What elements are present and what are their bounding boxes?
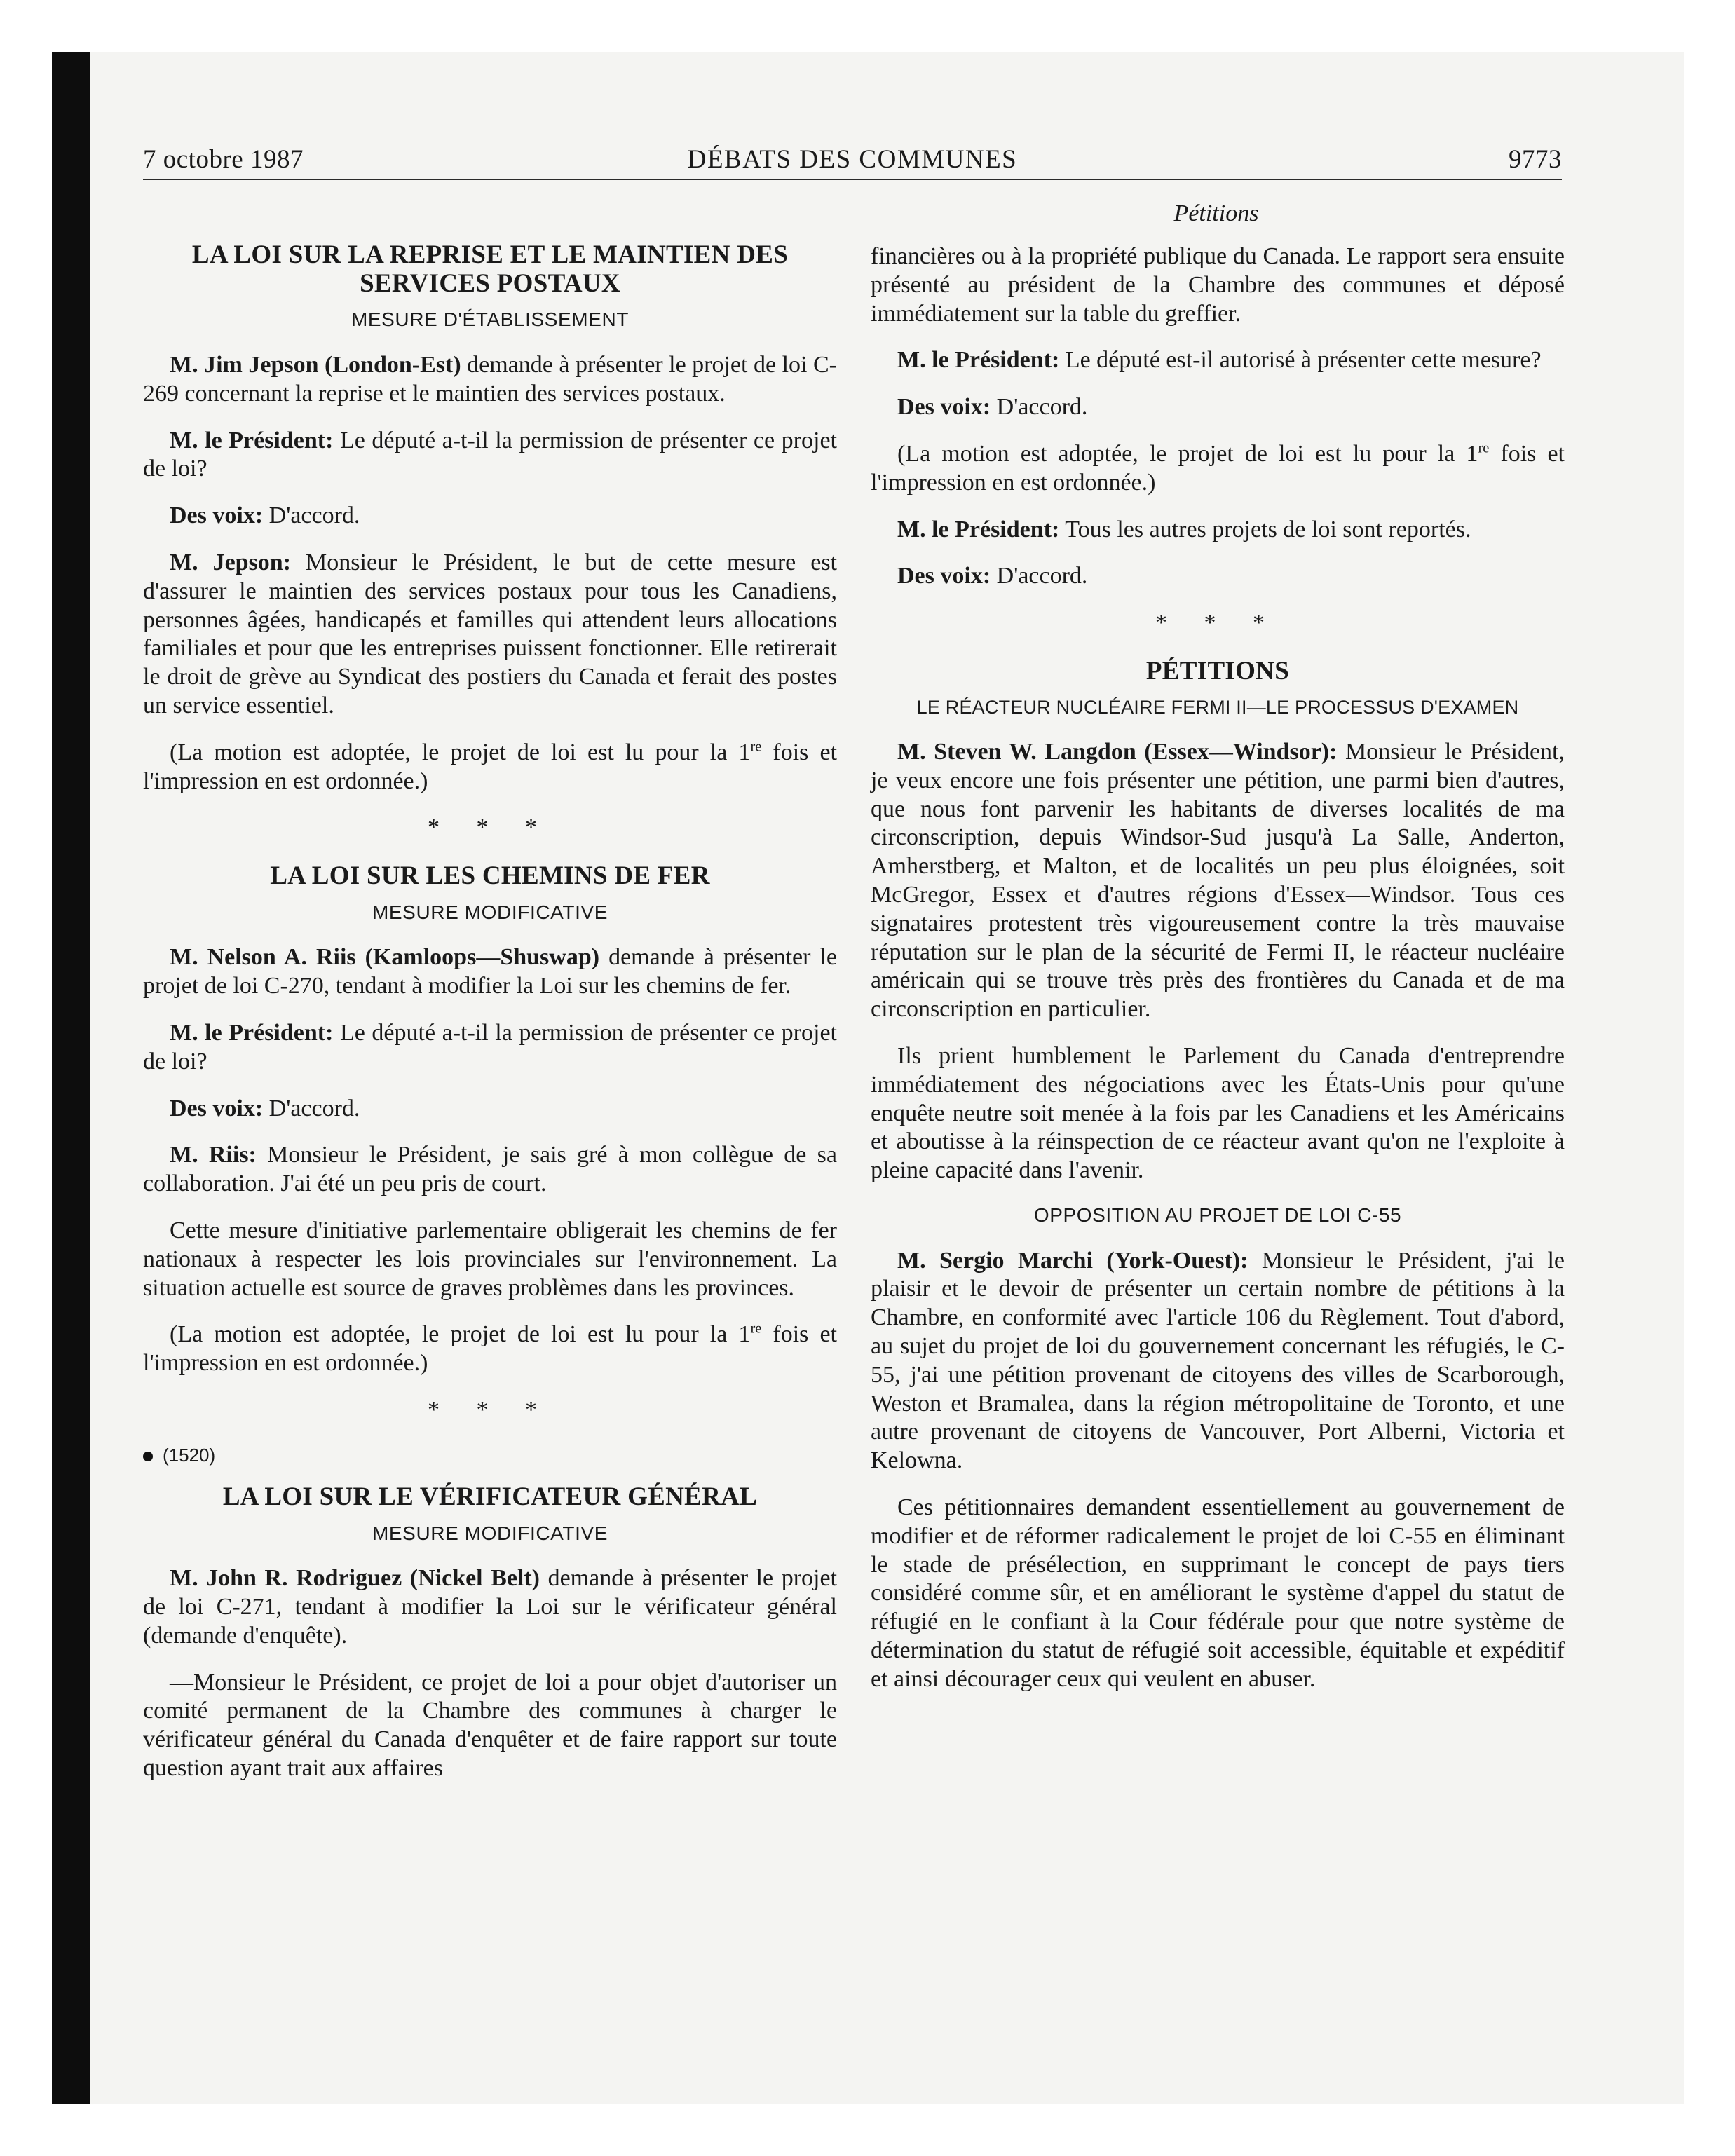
paragraph-president-deferred [871,516,1565,545]
speaker-president: M. le Président: [170,1020,334,1046]
paragraph-voices-agree [871,393,1565,422]
text: D'accord. [991,394,1088,421]
section-separator: * * * [1155,610,1280,636]
text: fois et l'impression en est ordonnée.) [143,739,837,794]
section-separator: * * * [428,1396,552,1423]
heading-auditor-general: LA LOI SUR LE VÉRIFICATEUR GÉNÉRAL [222,1482,758,1511]
timestamp: (1520) [163,1444,216,1466]
speaker-voices: Des voix: [897,394,991,421]
bullet-icon [143,1452,153,1461]
text: Monsieur le Président, le but de cette mesure est d'assurer le maintien des services postaux pour tous les Canadiens, personnes âgées, handicapés et familles qui attendent leurs allocations familiales et pour que les entreprises puissent fonctionner. Elle retirerait le droit de grève au Syndicat des postiers du Canada et ferait des postes un service essentiel. [143,549,837,718]
paragraph-motion-adopted [143,739,837,796]
speaker-voices: Des voix: [897,563,991,589]
section-label: Pétitions [1173,200,1259,226]
paragraph-jepson-speech [143,549,837,721]
text: demande à présenter le projet de loi C-271, tendant à modifier la Loi sur le vérificateur général (demande d'enquête). [143,1565,837,1649]
heading-petitions: PÉTITIONS [1145,656,1290,685]
paragraph-langdon-speech [871,738,1565,1024]
running-header [143,144,1562,184]
text: D'accord. [263,503,360,529]
speaker-president: M. le Président: [170,427,334,453]
text: Tous les autres projets de loi sont reportés. [1059,516,1471,543]
speaker-riis: M. Riis: [170,1142,257,1168]
text: demande à présenter le projet de loi C-270, tendant à modifier la Loi sur les chemins de fer. [143,944,837,999]
paragraph-langdon-request: Ils prient humblement le Parlement du Canada d'entreprendre immédiatement des négociations avec les États-Unis pour qu'une enquête neutre soit menée à la fois par les Canadiens et les Américains et aboutisse à la réinspection de ce réacteur avant qu'on ne l'exploite à pleine capacité dans l'avenir. [871,1043,1565,1184]
subheading-fermi: LE RÉACTEUR NUCLÉAIRE FERMI II—LE PROCESSUS D'EXAMEN [916,696,1519,718]
text: fois et l'impression en est ordonnée.) [143,1321,837,1377]
text: Monsieur le Président, j'ai le plaisir et le devoir de présenter un certain nombre de pétitions à la Chambre, en conformité avec l'article 106 du Règlement. Tout d'abord, au sujet du projet de loi du gouvernement concernant les réfugiés, le C-55, j'ai une pétition provenant de citoyens des villes de Scarborough, Weston et Bramalea, dans la région métropolitaine de Toronto, et une autre provenant de citoyens de Vancouver, Port Alberni, Victoria et Kelowna. [871,1247,1565,1474]
paragraph-president-question [143,427,837,484]
superscript: re [750,1321,762,1337]
paragraph-rodriguez-request [143,1564,837,1650]
header-title: DÉBATS DES COMMUNES [687,145,1018,174]
subheading-mesure-modificative: MESURE MODIFICATIVE [372,1522,608,1544]
paragraph-continuation: financières ou à la propriété publique du Canada. Le rapport sera ensuite présenté au président de la Chambre des communes et déposé immédiatement sur la table du greffier. [871,243,1565,327]
speaker-langdon: M. Steven W. Langdon (Essex—Windsor): [897,739,1338,765]
section-separator: * * * [428,814,552,841]
paragraph-motion-adopted [871,440,1565,498]
text: (La motion est adoptée, le projet de loi est lu pour la 1 [170,1321,751,1348]
left-column [143,241,837,1801]
speaker-marchi: M. Sergio Marchi (York-Ouest): [897,1247,1248,1274]
text: demande à présenter le projet de loi C-269 concernant la reprise et le maintien des services postaux. [143,351,838,407]
subheading-mesure-etablissement: MESURE D'ÉTABLISSEMENT [351,308,630,331]
superscript: re [1478,440,1490,456]
text: (La motion est adoptée, le projet de loi est lu pour la 1 [897,440,1478,467]
paragraph-president-question [871,346,1565,375]
paragraph-marchi-request: Ces pétitionnaires demandent essentiellement au gouvernement de modifier et de réformer radicalement le projet de loi C-55 en éliminant le stade de présélection, en supprimant le concept de pays tiers considéré comme sûr, et en améliorant le système d'appel du statut de réfugié en le confiant à la Cour fédérale pour que notre système de détermination du statut de réfugié soit accessible, équitable et expéditif et ainsi décourager ceux qui veulent en abuser. [871,1494,1565,1692]
speaker-riis: M. Nelson A. Riis (Kamloops—Shuswap) [170,944,600,971]
paragraph-marchi-speech [871,1247,1565,1475]
timestamp-marker [143,1445,837,1466]
speaker-president: M. le Président: [897,347,1060,374]
right-column [871,243,1565,1712]
paragraph-railway-measure: Cette mesure d'initiative parlementaire obligerait les chemins de fer nationaux à respecter les lois provinciales sur l'environnement. La situation actuelle est source de graves problèmes dans les provinces. [143,1217,837,1301]
speaker-voices: Des voix: [170,503,264,529]
text: fois et l'impression en est ordonnée.) [871,440,1565,496]
superscript: re [750,739,762,755]
subheading-c55: OPPOSITION AU PROJET DE LOI C-55 [1033,1204,1402,1226]
text: D'accord. [991,563,1088,589]
subheading-mesure-modificative: MESURE MODIFICATIVE [372,901,608,923]
text: Monsieur le Président, je sais gré à mon collègue de sa collaboration. J'ai été un peu pris de court. [143,1142,838,1197]
paragraph-riis-speech [143,1141,837,1199]
speaker-jepson: M. Jim Jepson (London-Est) [170,351,461,378]
text: Monsieur le Président, je veux encore une fois présenter une pétition, une parmi bien d'autres, que nous font parvenir les habitants de diverses localités de ma circonscription, depuis Windsor-Sud jusqu'à La Salle, Anderton, Amherstberg, et Malton, et de localités un peu plus éloignées, soit McGregor, Essex et d'autres régions d'Essex—Windsor. Tous ces signataires protestent très vigoureusement contre la très mauvaise réputation sur le plan de la sécurité de Fermi II, le réacteur nucléaire américain qui se trouve très près des frontières du Canada et de ma circonscription en particulier. [871,739,1565,1023]
header-rule [143,179,1562,180]
heading-railways: LA LOI SUR LES CHEMINS DE FER [270,861,710,891]
speaker-voices: Des voix: [170,1095,264,1121]
paragraph-voices-agree [143,502,837,531]
text: (La motion est adoptée, le projet de loi est lu pour la 1 [170,739,751,765]
speaker-rodriguez: M. John R. Rodriguez (Nickel Belt) [170,1565,540,1592]
scan-binding-edge [52,52,90,2104]
paragraph-voices-agree [871,562,1565,591]
heading-postal-services: LA LOI SUR LA REPRISE ET LE MAINTIEN DES SERVICES POSTAUX [191,240,789,298]
paragraph-rodriguez-speech: —Monsieur le Président, ce projet de loi a pour objet d'autoriser un comité permanent de la Chambre des communes à charger le vérificateur général du Canada d'enquêter et de faire rapport sur toute question ayant trait aux affaires [143,1669,837,1782]
paragraph-riis-request [143,943,837,1001]
text: Le député a-t-il la permission de présenter ce projet de loi? [143,427,837,482]
text: D'accord. [263,1095,360,1121]
text: Le député est-il autorisé à présenter cette mesure? [1059,347,1542,374]
paragraph-motion-adopted [143,1321,837,1378]
speaker-jepson: M. Jepson: [170,549,292,575]
header-date: 7 octobre 1987 [143,145,304,174]
paragraph-president-question [143,1019,837,1077]
page-number: 9773 [1509,145,1562,174]
speaker-president: M. le Président: [897,516,1060,543]
text: Le député a-t-il la permission de présenter ce projet de loi? [143,1020,837,1074]
paragraph-jepson-request [143,351,837,409]
paragraph-voices-agree [143,1095,837,1124]
